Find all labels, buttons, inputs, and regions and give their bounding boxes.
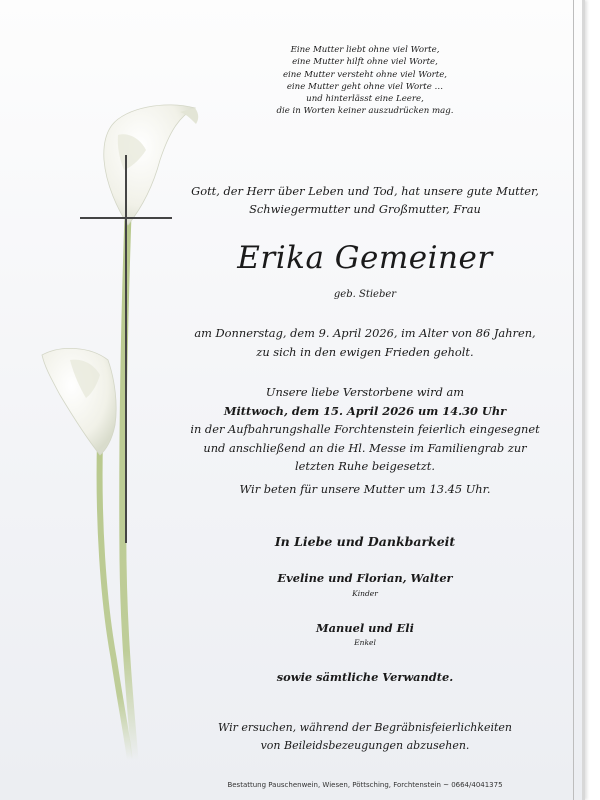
- poem-line: eine Mutter versteht ohne viel Worte,: [282, 69, 448, 80]
- poem-line: eine Mutter hilft ohne viel Worte,: [292, 57, 438, 68]
- condolence-request: [170, 719, 560, 755]
- children-names: Eveline und Florian, Walter: [277, 571, 453, 585]
- grandchildren-label: Enkel: [354, 638, 376, 647]
- funeral-details: [170, 383, 560, 476]
- grandchildren-names: Manuel und Eli: [316, 621, 414, 635]
- death-line: am Donnerstag, dem 9. April 2026, im Alter von 86 Jahren,: [194, 326, 536, 340]
- funeral-line: und anschließend an die Hl. Messe im Familiengrab zur: [203, 440, 527, 455]
- deceased-name: Erika Gemeiner: [237, 240, 493, 276]
- intro-text: [170, 182, 560, 218]
- poem: [170, 44, 560, 118]
- cross-vertical-bar: [125, 155, 127, 543]
- card-edge-line: [573, 0, 574, 800]
- cross-horizontal-bar: [80, 217, 172, 219]
- request-line: Wir ersuchen, während der Begräbnisfeierlichkeiten: [217, 721, 513, 734]
- funeral-line: letzten Ruhe beigesetzt.: [295, 459, 435, 473]
- children-label: Kinder: [352, 589, 378, 598]
- poem-line: Eine Mutter liebt ohne viel Worte,: [290, 45, 440, 55]
- death-line: zu sich in den ewigen Frieden geholt.: [256, 344, 474, 359]
- intro-line: Schwiegermutter und Großmutter, Frau: [249, 202, 481, 216]
- prayer-time: Wir beten für unsere Mutter um 13.45 Uhr.: [239, 482, 491, 496]
- poem-line: eine Mutter geht ohne viel Worte …: [286, 81, 444, 92]
- poem-line: die in Worten keiner auszudrücken mag.: [276, 106, 454, 117]
- funeral-line: in der Aufbahrungshalle Forchtenstein feierlich eingesegnet: [190, 422, 540, 436]
- poem-line: und hinterlässt eine Leere,: [306, 94, 424, 105]
- death-notice: [170, 324, 560, 361]
- birth-name: geb. Stieber: [333, 289, 397, 300]
- funeral-home-footer: Bestattung Pauschenwein, Wiesen, Pöttsching, Forchtenstein ~ 0664/4041375: [227, 781, 503, 789]
- relatives-line: sowie sämtliche Verwandte.: [276, 670, 454, 684]
- funeral-date: Mittwoch, dem 15. April 2026 um 14.30 Uhr: [223, 403, 507, 418]
- intro-line: Gott, der Herr über Leben und Tod, hat unsere gute Mutter,: [191, 184, 539, 198]
- request-line: von Beileidsbezeugungen abzusehen.: [260, 739, 470, 752]
- mourners-heading: In Liebe und Dankbarkeit: [274, 534, 456, 549]
- funeral-line: Unsere liebe Verstorbene wird am: [265, 385, 465, 399]
